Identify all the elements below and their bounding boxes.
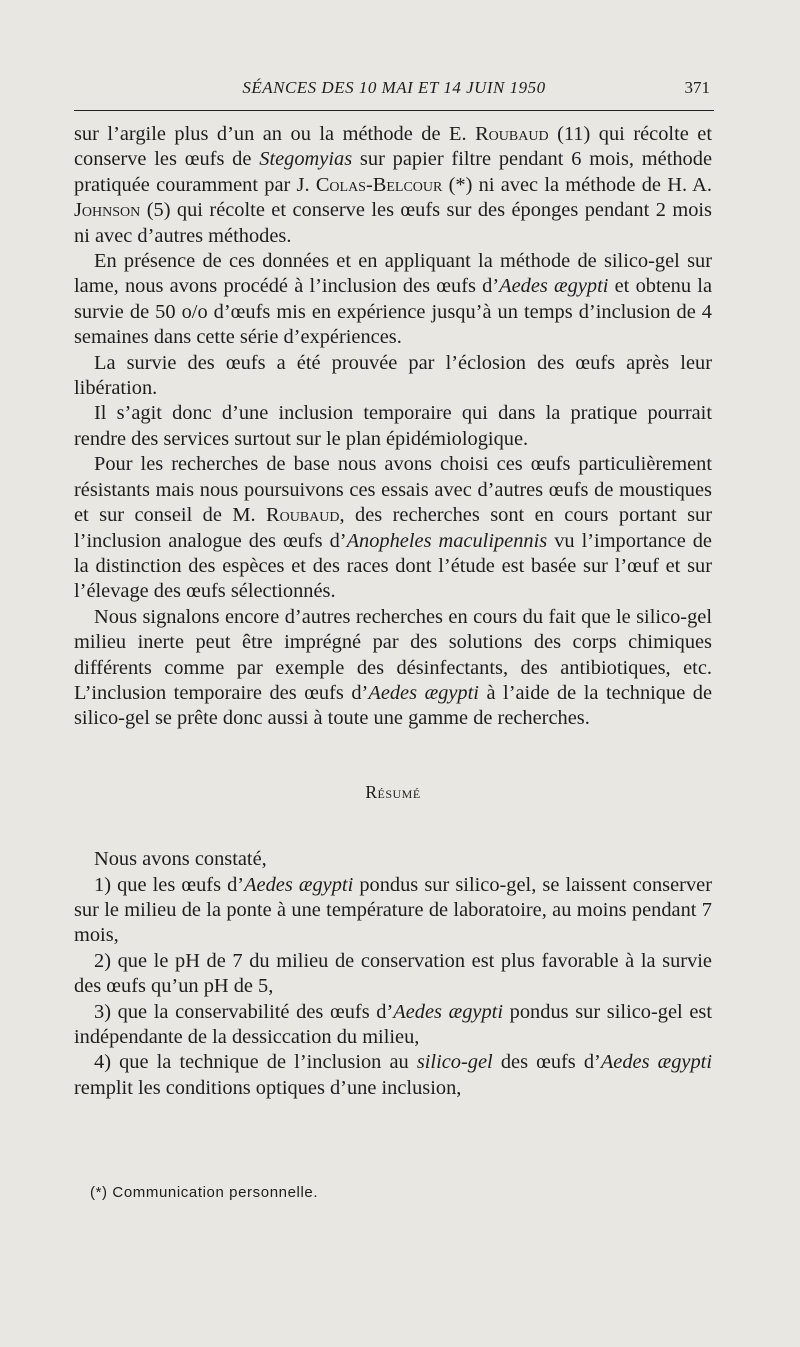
footnote: (*) Communication personnelle. [90, 1184, 319, 1201]
text-run: Nous signalons encore d’autres recherches en cours du fait que le silico-gel milieu inerte peut être imprégné par des solutions des corps chimiques différents comme par exemple des désinfectants, des antibiotiques, etc. L’inclusion temporaire des œufs d’ [74, 605, 712, 704]
paragraph [74, 452, 712, 604]
resume-item [74, 949, 712, 1000]
text-run: 2) que le pH de 7 du milieu de conservation est plus favorable à la survie des œufs qu’un pH de 5, [74, 949, 712, 998]
text-run: des œufs d’ [492, 1051, 601, 1074]
text-run: La survie des œufs a été prouvée par l’éclosion des œufs après leur libération. [74, 351, 712, 400]
page-number: 371 [684, 78, 710, 97]
paragraph [74, 605, 712, 732]
text-run: Il s’agit donc d’une inclusion temporaire qui dans la pratique pourrait rendre des services surtout sur le plan épidémiologique. [74, 402, 712, 450]
text-run: Nous avons constaté, [94, 848, 267, 871]
author-name: Colas-Belcour [315, 173, 443, 196]
paragraph [74, 401, 712, 452]
italic-term: Aedes ægypti [393, 1000, 503, 1023]
text-run: (11) qui récolte et conserve les œufs de [74, 123, 712, 171]
paragraph [74, 122, 712, 249]
running-title: SÉANCES DES 10 MAI ET 14 JUIN 1950 [242, 78, 546, 97]
text-run: sur papier filtre pendant 6 mois, méthode pratiquée couramment par J. [74, 148, 712, 196]
text-run: , des recherches sont en cours portant sur l’inclusion analogue des œufs d’ [74, 504, 712, 552]
paragraph [74, 249, 712, 351]
paragraph [74, 351, 712, 402]
author-name: Johnson [74, 199, 141, 222]
text-run: En présence de ces données et en appliquant la méthode de silico-gel sur lame, nous avons procédé à l’inclusion des œufs d’ [74, 250, 712, 298]
text-run: sur l’argile plus d’un an ou la méthode de E. [74, 123, 476, 145]
italic-term: Anopheles maculipennis [346, 529, 548, 552]
resume-item [74, 1050, 712, 1101]
italic-term: silico-gel [416, 1051, 493, 1074]
text-run: à l’aide de la technique de silico-gel se prête donc aussi à toute une gamme de recherches. [74, 681, 713, 730]
resume-paragraph [74, 847, 712, 872]
text-run: remplit les conditions optiques d’une inclusion, [74, 1076, 462, 1099]
text-run: 4) que la technique de l’inclusion au [94, 1051, 417, 1074]
resume-item [74, 1000, 712, 1051]
italic-term: Aedes ægypti [600, 1051, 713, 1074]
resume-item [74, 873, 712, 949]
text-run: pondus sur silico-gel, se laissent conserver sur le milieu de la ponte à une température de laboratoire, au moins pendant 7 mois, [74, 873, 712, 947]
text-run: et obtenu la survie de 50 o/o d’œufs mis en expérience jusqu’à un temps d’inclusion de 4 semaines dans cette série d’expériences. [74, 275, 712, 349]
page-header [74, 70, 714, 111]
resume-heading: Résumé [365, 781, 421, 802]
italic-term: Aedes ægypti [499, 275, 609, 298]
text-run: pondus sur silico-gel est indépendante de la dessiccation du milieu, [74, 1000, 712, 1048]
article-body [74, 122, 712, 1101]
author-name: Roubaud [266, 504, 340, 527]
text-run: Pour les recherches de base nous avons choisi ces œufs particulièrement résistants mais nous poursuivons ces essais avec d’autres œufs de moustiques et sur conseil de M. [74, 453, 712, 527]
italic-term: Aedes ægypti [368, 681, 479, 704]
text-run: (*) ni avec la méthode de H. A. [442, 173, 712, 196]
text-run: 3) que la conservabilité des œufs d’ [94, 1000, 394, 1023]
italic-term: Aedes ægypti [244, 873, 354, 896]
text-run: (5) qui récolte et conserve les œufs sur des éponges pendant 2 mois ni avec d’autres méthodes. [74, 199, 712, 247]
text-run: 1) que les œufs d’ [94, 873, 245, 896]
author-name: Roubaud [475, 123, 549, 145]
text-run: vu l’importance de la distinction des espèces et des races dont l’étude est basée sur l’œuf et sur l’élevage des œufs sélectionnés. [74, 529, 712, 603]
italic-term: Stegomyias [259, 148, 353, 171]
